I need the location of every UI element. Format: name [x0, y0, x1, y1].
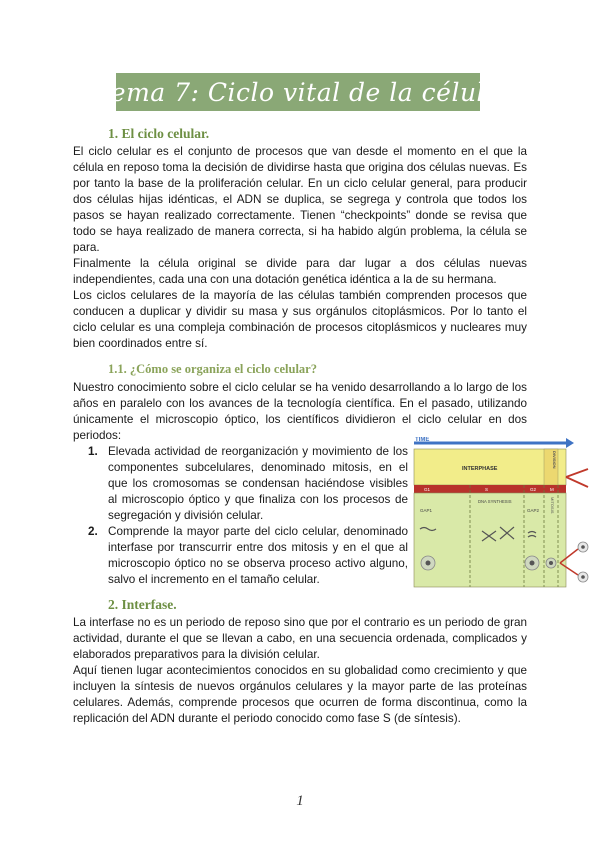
- phase-code-s: S: [485, 487, 489, 492]
- section-1-heading: 1. El ciclo celular.: [108, 126, 210, 141]
- phase-bar: [414, 485, 566, 493]
- section-1-paragraph-1: El ciclo celular es el conjunto de procesos que van desde el momento en el que la célula en reposo toma la decisión de dividirse hasta que origina dos células nuevas. Es por tanto la base de la proliferación celular. En un ciclo celular general, para producir dos células hijas idénticas, el ADN se duplica, se segrega y controla que todos los pasos se hayan realizado correctamente. Tienen “checkpoints” donde se revisa que todo se haya realizado de manera correcta, si ha habido algún problema, la célula se para.: [73, 145, 527, 254]
- cell-cycle-diagram: [412, 437, 592, 589]
- section-2-paragraph-1: La interfase no es un periodo de reposo sino que por el contrario es un periodo de gran actividad, durante el que se llevan a cabo, en una secuencia ordenada, complicados y elaborados preparativos para la división celular.: [73, 616, 527, 661]
- list-item-number: 1.: [88, 445, 98, 458]
- list-item-text: Comprende la mayor parte del ciclo celular, denominado interfase por transcurrir entre dos mitosis y en el que al microscopio óptico no se observa proceso activo alguno, salvo el incremento en el tamaño celular.: [108, 525, 408, 586]
- list-item-text: Elevada actividad de reorganización y movimiento de los componentes subcelulares, denominado mitosis, en el que los cromosomas se condensan haciéndose visibles al microscopio óptico y que finaliza con los procesos de segregación y división celular.: [108, 445, 408, 522]
- mitosis-label: MITOSIS: [550, 497, 555, 514]
- section-1-paragraph-2: Finalmente la célula original se divide para dar lugar a dos células nuevas independientes, cada una con una dotación genética idéntica a la de su hermana.: [73, 257, 527, 286]
- section-1-1-heading: 1.1. ¿Cómo se organiza el ciclo celular?: [108, 362, 317, 376]
- phase-name-gap2: GAP2: [527, 508, 540, 513]
- time-label: TIME: [415, 437, 430, 443]
- list-item-number: 2.: [88, 525, 98, 538]
- phase-code-g1: G1: [424, 487, 431, 492]
- phase-name-gap1: GAP1: [420, 508, 433, 513]
- cell-cycle-figure: [412, 437, 592, 589]
- section-2-heading: 2. Interfase.: [108, 597, 177, 612]
- title-banner: [95, 73, 501, 111]
- period-list: [88, 444, 408, 588]
- page-title: Tema 7: Ciclo vital de la célula: [95, 77, 501, 107]
- section-2-paragraph-2: Aquí tienen lugar acontecimientos conocidos en su globalidad como crecimiento y que incluyen la síntesis de nuevos orgánulos celulares y la mayor parte de las proteínas celulares. Además, comprende procesos que ocurren de forma discontinua, como la replicación del ADN durante el periodo conocido como fase S (de síntesis).: [73, 664, 527, 725]
- section-1-1-intro: Nuestro conocimiento sobre el ciclo celular se ha venido desarrollando a lo largo de los años en paralelo con los avances de la tecnología científica. En el pasado, utilizando únicamente el microscopio óptico, los científicos dividieron el ciclo celular en dos periodos:: [73, 381, 527, 442]
- list-item: [88, 444, 408, 524]
- phase-name-dna-synthesis: DNA SYNTHESIS: [478, 499, 512, 504]
- list-item: [88, 524, 408, 588]
- phase-band: [414, 493, 566, 587]
- phase-code-m: M: [550, 487, 554, 492]
- interphase-label: INTERPHASE: [462, 466, 498, 472]
- page-number: 1: [296, 793, 304, 809]
- phase-code-g2: G2: [530, 487, 537, 492]
- section-1-paragraph-3: Los ciclos celulares de la mayoría de las células también comprenden procesos que conducen a duplicar y dividir su masa y sus orgánulos citoplásmicos. Por lo tanto el ciclo celular es una compleja combinación de procesos citoplásmicos y nucleares muy bien coordinados entre sí.: [73, 289, 527, 350]
- division-label: DIVISION: [552, 451, 557, 469]
